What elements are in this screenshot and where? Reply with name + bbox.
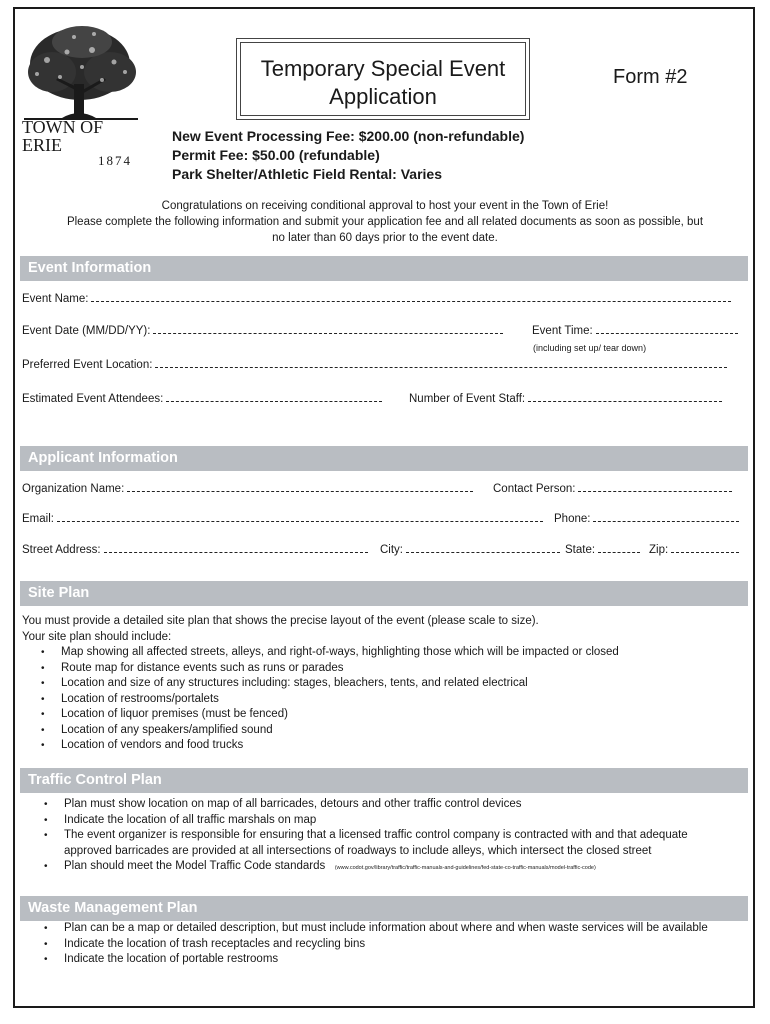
intro-line: Please complete the following information and submit your application fee and all related documents as soon as possible, but [66, 216, 704, 228]
logo-name: TOWN OF ERIE [22, 117, 104, 155]
list-item: • Location of any speakers/amplified sound [37, 723, 737, 739]
title-line2: Application [329, 84, 437, 109]
list-item: • Location of restrooms/portalets [37, 692, 737, 708]
traffic-plan-heading: Traffic Control Plan [20, 768, 748, 793]
intro-line: Congratulations on receiving conditional approval to host your event in the Town of Erie! [161, 200, 609, 212]
list-item: • The event organizer is responsible for ensuring that a licensed traffic control company is contracted with and that adequate approved barricades are provided at all intersections of roadways to include alleys, which intersect the closed street [40, 828, 730, 859]
list-item: • Plan can be a map or detailed description, but must include information about where and when waste services will be available [40, 921, 750, 937]
logo-text [22, 118, 140, 167]
email-field[interactable]: Email: [22, 512, 543, 525]
event-info-heading: Event Information [20, 256, 748, 281]
location-field[interactable]: Preferred Event Location: [22, 358, 727, 371]
zip-field[interactable]: Zip: [649, 543, 739, 556]
event-time-field[interactable]: Event Time: [532, 324, 738, 337]
contact-field[interactable]: Contact Person: [493, 482, 732, 495]
phone-field[interactable]: Phone: [554, 512, 739, 525]
list-item: • Map showing all affected streets, alleys, and right-of-ways, highlighting those which will be impacted or closed [37, 645, 737, 661]
applicant-info-heading: Applicant Information [20, 446, 748, 471]
site-plan-list [37, 645, 737, 754]
traffic-last-item: Plan should meet the Model Traffic Code standards [64, 860, 326, 872]
fees-block [172, 127, 524, 184]
intro-text [20, 198, 750, 246]
logo-year: 1874 [98, 153, 132, 168]
traffic-code-link[interactable]: (www.codot.gov/library/traffic/traffic-manuals-and-guidelines/fed-state-co-traffic-manuals/model-traffic-code) [334, 865, 596, 871]
fee-rental: Park Shelter/Athletic Field Rental: Varies [172, 166, 442, 182]
title-box [236, 38, 530, 120]
attendees-field[interactable]: Estimated Event Attendees: [22, 392, 382, 405]
event-name-field[interactable]: Event Name: [22, 292, 731, 305]
fee-processing: New Event Processing Fee: $200.00 (non-refundable) [172, 128, 525, 144]
traffic-plan-list [40, 797, 730, 877]
site-plan-line: Your site plan should include: [22, 630, 172, 643]
list-item: • Plan must show location on map of all barricades, detours and other traffic control devices [40, 797, 730, 813]
event-date-field[interactable]: Event Date (MM/DD/YY): [22, 324, 503, 337]
waste-plan-list [40, 921, 750, 968]
list-item [40, 859, 730, 877]
list-item: • Indicate the location of trash receptacles and recycling bins [40, 937, 750, 953]
list-item: • Route map for distance events such as runs or parades [37, 661, 737, 677]
fee-permit: Permit Fee: $50.00 (refundable) [172, 147, 380, 163]
intro-line: no later than 60 days prior to the event date. [272, 232, 498, 244]
site-plan-heading: Site Plan [20, 581, 748, 606]
list-item: • Location of liquor premises (must be fenced) [37, 707, 737, 723]
street-field[interactable]: Street Address: [22, 543, 368, 556]
site-plan-line: You must provide a detailed site plan that shows the precise layout of the event (please scale to size). [22, 615, 539, 627]
city-field[interactable]: City: [380, 543, 560, 556]
list-item: • Location of vendors and food trucks [37, 738, 737, 754]
list-item: • Location and size of any structures including: stages, bleachers, tents, and related electrical [37, 676, 737, 692]
staff-field[interactable]: Number of Event Staff: [409, 392, 722, 405]
form-number: Form #2 [613, 66, 688, 88]
state-field[interactable]: State: [565, 543, 640, 556]
title-line1: Temporary Special Event [260, 56, 506, 81]
site-plan-intro [22, 614, 539, 645]
org-name-field[interactable]: Organization Name: [22, 482, 473, 495]
event-time-note: (including set up/ tear down) [533, 343, 647, 353]
list-item: • Indicate the location of all traffic marshals on map [40, 813, 730, 829]
waste-plan-heading: Waste Management Plan [20, 896, 748, 921]
list-item: • Indicate the location of portable restrooms [40, 952, 750, 968]
